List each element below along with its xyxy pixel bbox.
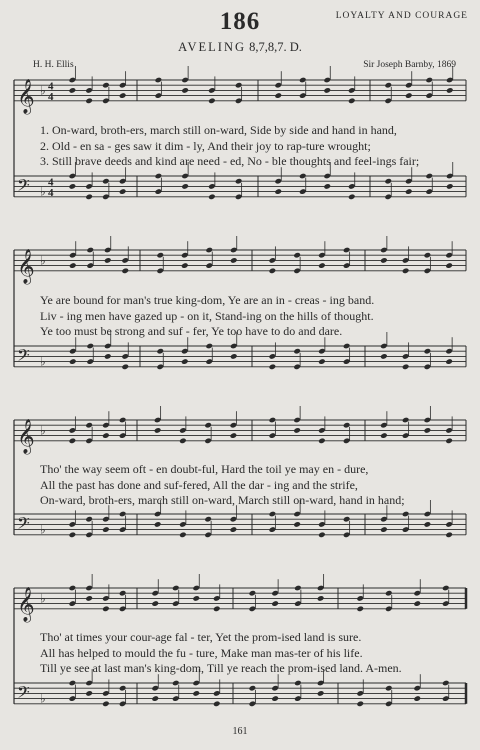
note-head — [323, 183, 331, 190]
note-head — [154, 521, 162, 528]
verse-line: All has helped to mould the fu - ture, Make man mas-ter of his life. — [40, 646, 363, 660]
composer-credit: Sir Joseph Barnby, 1869 — [363, 60, 456, 70]
note-head — [69, 87, 77, 94]
verse-line: Till ye see at last man's king-dom, Till ye reach the prom-ised land. A-men. — [40, 661, 402, 675]
note-head — [317, 690, 325, 697]
note-head — [271, 695, 279, 702]
treble-clef-icon: 𝄞 — [17, 586, 35, 622]
note-head — [179, 532, 187, 539]
verse-line: Ye are bound for man's true king-dom, Ye are an in - creas - ing band. — [40, 293, 375, 307]
note-head — [208, 98, 216, 105]
note-head — [271, 600, 279, 607]
note-head — [323, 87, 331, 94]
verse-line: 2. Old - en sa - ges saw it dim - ly, And their joy to rap-ture wrought; — [40, 139, 371, 153]
note-head — [102, 606, 110, 613]
treble-staff — [14, 66, 466, 115]
note-head — [269, 268, 277, 275]
flat-icon: ♭ — [40, 253, 46, 268]
note-head — [446, 183, 454, 190]
note-head — [445, 438, 453, 445]
note-head — [274, 188, 282, 195]
note-head — [380, 353, 388, 360]
note-head — [446, 87, 454, 94]
note-head — [104, 257, 112, 264]
note-head — [356, 606, 364, 613]
note-head — [405, 188, 413, 195]
flat-icon: ♭ — [40, 691, 46, 706]
treble-clef-icon: 𝄞 — [17, 248, 35, 284]
note-head — [230, 257, 238, 264]
note-head — [151, 600, 159, 607]
note-head — [380, 526, 388, 533]
flat-icon: ♭ — [40, 354, 46, 369]
note-head — [119, 188, 127, 195]
note-head — [192, 595, 200, 602]
note-head — [380, 257, 388, 264]
section-title: LOYALTY AND COURAGE — [335, 11, 468, 21]
note-head — [69, 532, 77, 539]
note-head — [121, 364, 129, 371]
verse-line: Tho' at times your cour-age fal - ter, Yet the prom-ised land is sure. — [40, 630, 362, 644]
note-head — [121, 268, 129, 275]
time-signature: 4 — [48, 80, 54, 93]
note-head — [213, 701, 221, 708]
note-head — [318, 262, 326, 269]
bass-clef-icon: 𝄢 — [17, 174, 30, 199]
hymn-number: 186 — [219, 8, 261, 35]
note-head — [318, 532, 326, 539]
note-head — [405, 92, 413, 99]
note-head — [69, 438, 77, 445]
treble-staff — [14, 574, 466, 623]
page-number: 161 — [232, 726, 248, 737]
note-head — [85, 595, 93, 602]
time-signature: 4 — [48, 176, 54, 189]
treble-clef-icon: 𝄞 — [17, 78, 35, 114]
note-head — [380, 432, 388, 439]
note-head — [356, 701, 364, 708]
note-head — [181, 358, 189, 365]
note-head — [151, 695, 159, 702]
flat-icon: ♭ — [40, 184, 46, 199]
flat-icon: ♭ — [40, 522, 46, 537]
note-head — [230, 526, 238, 533]
note-head — [102, 526, 110, 533]
verse-line: Liv - ing men have gazed up - on it, Stand-ing on the hills of thought. — [40, 309, 374, 323]
flat-icon: ♭ — [40, 83, 46, 98]
note-head — [102, 701, 110, 708]
note-head — [154, 427, 162, 434]
note-head — [69, 262, 77, 269]
verse-line: All the past has done and suf-fered, All the dar - ing and the strife, — [40, 478, 358, 492]
note-head — [119, 92, 127, 99]
author-credit: H. H. Ellis — [33, 60, 74, 70]
bass-clef-icon: 𝄢 — [17, 344, 30, 369]
time-signature: 4 — [48, 186, 54, 199]
note-head — [85, 98, 93, 105]
note-head — [424, 427, 432, 434]
note-head — [181, 183, 189, 190]
note-head — [402, 364, 410, 371]
meter: 8,7,8,7. D. — [249, 40, 302, 54]
note-head — [102, 432, 110, 439]
note-head — [293, 521, 301, 528]
note-head — [348, 194, 356, 201]
note-head — [69, 358, 77, 365]
verse-line: Tho' the way seem oft - en doubt-ful, Hard the toil ye may en - dure, — [40, 462, 369, 476]
note-head — [181, 87, 189, 94]
note-head — [293, 427, 301, 434]
flat-icon: ♭ — [40, 423, 46, 438]
tune-name: AVELING — [178, 40, 247, 54]
note-head — [230, 432, 238, 439]
flat-icon: ♭ — [40, 591, 46, 606]
treble-staff — [14, 236, 466, 285]
note-head — [413, 695, 421, 702]
note-head — [317, 595, 325, 602]
note-head — [85, 690, 93, 697]
note-head — [413, 600, 421, 607]
treble-staff — [14, 406, 466, 455]
time-signature: 4 — [48, 90, 54, 103]
note-head — [318, 358, 326, 365]
verse-line: Ye too must be strong and suf - fer, Ye too have to do and dare. — [40, 324, 343, 338]
note-head — [318, 438, 326, 445]
note-head — [104, 353, 112, 360]
note-head — [445, 532, 453, 539]
note-head — [69, 183, 77, 190]
note-head — [230, 353, 238, 360]
note-head — [274, 92, 282, 99]
note-head — [402, 268, 410, 275]
note-head — [85, 194, 93, 201]
note-head — [445, 358, 453, 365]
note-head — [208, 194, 216, 201]
note-head — [213, 606, 221, 613]
note-head — [348, 98, 356, 105]
verse-line: 1. On-ward, broth-ers, march still on-ward, Side by side and hand in hand, — [40, 123, 397, 137]
note-head — [192, 690, 200, 697]
verse-line: On-ward, broth-ers, march still on-ward, March still on-ward, hand in hand; — [40, 493, 405, 507]
note-head — [445, 262, 453, 269]
note-head — [424, 521, 432, 528]
note-head — [179, 438, 187, 445]
note-head — [269, 364, 277, 371]
bass-clef-icon: 𝄢 — [17, 512, 30, 537]
note-head — [181, 262, 189, 269]
verse-line: 3. Still brave deeds and kind are need - ed, No - ble thoughts and feel-ings fair; — [40, 154, 420, 168]
bass-clef-icon: 𝄢 — [17, 681, 30, 706]
treble-clef-icon: 𝄞 — [17, 418, 35, 454]
